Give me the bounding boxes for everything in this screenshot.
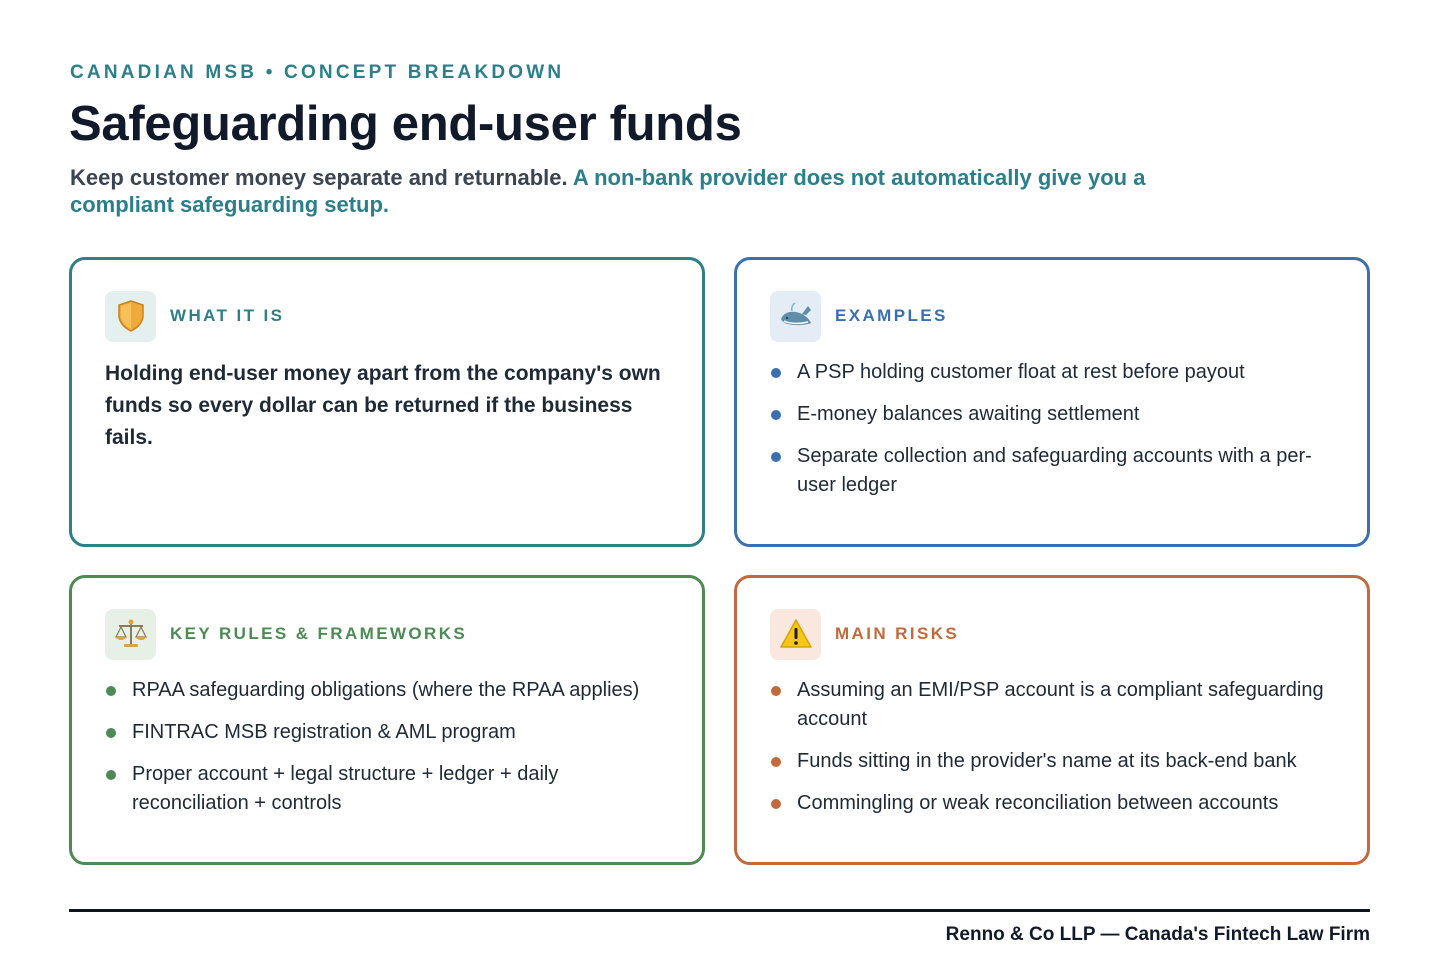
- eyebrow: CANADIAN MSB • CONCEPT BREAKDOWN: [70, 62, 565, 83]
- list-item-text: Separate collection and safeguarding accounts with a per-user ledger: [797, 445, 1312, 496]
- list-item-text: E-money balances awaiting settlement: [797, 403, 1140, 425]
- bullet-dot: [771, 452, 781, 462]
- card-key-rules: [69, 575, 705, 865]
- page-title: Safeguarding end-user funds: [69, 97, 742, 151]
- scales-icon: [105, 609, 156, 660]
- bullet-dot: [771, 757, 781, 767]
- warning-icon: [770, 609, 821, 660]
- whale-icon: [770, 291, 821, 342]
- card-label: EXAMPLES: [835, 306, 948, 325]
- card-header: [105, 608, 467, 660]
- card-description: Holding end-user money apart from the company's own funds so every dollar can be returned if the business fails.: [105, 362, 661, 449]
- list-item-text: Proper account + legal structure + ledger + daily reconciliation + controls: [132, 763, 559, 814]
- footer-divider: [69, 909, 1370, 912]
- list-item: [104, 760, 679, 818]
- bullet-dot: [106, 728, 116, 738]
- list-item-text: Funds sitting in the provider's name at its back-end bank: [797, 750, 1297, 772]
- list-item: [769, 747, 1344, 776]
- bullet-dot: [771, 686, 781, 696]
- main-risks-list: [769, 676, 1344, 831]
- key-rules-list: [104, 676, 679, 831]
- card-examples: [734, 257, 1370, 547]
- examples-list: [769, 358, 1344, 513]
- card-label: WHAT IT IS: [170, 306, 285, 325]
- bullet-dot: [771, 799, 781, 809]
- subtitle: [70, 164, 1250, 218]
- subtitle-lead: Keep customer money separate and returnable.: [70, 165, 568, 190]
- bullet-dot: [106, 770, 116, 780]
- card-what-it-is: [69, 257, 705, 547]
- bullet-dot: [771, 410, 781, 420]
- list-item: [769, 789, 1344, 818]
- card-label: KEY RULES & FRAMEWORKS: [170, 624, 468, 643]
- list-item: [104, 718, 679, 747]
- shield-icon: [105, 291, 156, 342]
- card-label: MAIN RISKS: [835, 624, 960, 643]
- list-item: [769, 400, 1344, 429]
- list-item-text: FINTRAC MSB registration & AML program: [132, 721, 516, 743]
- bullet-dot: [771, 368, 781, 378]
- list-item-text: Commingling or weak reconciliation between accounts: [797, 792, 1279, 814]
- list-item: [769, 358, 1344, 387]
- list-item-text: RPAA safeguarding obligations (where the RPAA applies): [132, 679, 640, 701]
- list-item-text: A PSP holding customer float at rest before payout: [797, 361, 1245, 383]
- list-item: [769, 442, 1344, 500]
- bullet-dot: [106, 686, 116, 696]
- list-item-text: Assuming an EMI/PSP account is a compliant safeguarding account: [797, 679, 1324, 730]
- card-main-risks: [734, 575, 1370, 865]
- list-item: [769, 676, 1344, 734]
- footer-credit: Renno & Co LLP — Canada's Fintech Law Firm: [945, 924, 1370, 945]
- card-header: [770, 290, 948, 342]
- card-header: [105, 290, 284, 342]
- subtitle-accent: A non-bank provider does not automatically give you a compliant safeguarding setup.: [70, 165, 1146, 217]
- list-item: [104, 676, 679, 705]
- card-header: [770, 608, 959, 660]
